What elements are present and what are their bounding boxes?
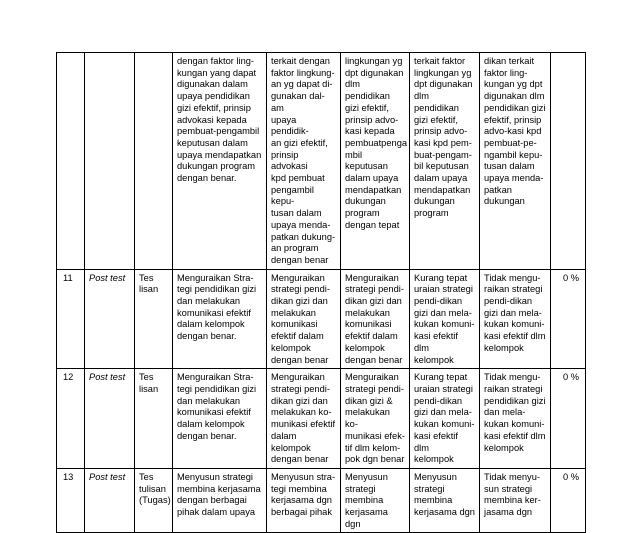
indicator-cell: Menyusun strategi membina kerjasama dengan berbagai pihak dalam upaya bbox=[173, 468, 267, 533]
table-row bbox=[57, 53, 586, 270]
test-method: Tes tulisan (Tugas) bbox=[135, 468, 173, 533]
criteria-cell-4: Tidak mengu- raikan strategi pendi-dikan gizi dan mela- kukan komuni- kasi efektif dlm kelompok bbox=[480, 269, 551, 369]
row-number: 13 bbox=[57, 468, 85, 533]
criteria-cell-2: Menyusun strategi membina kerjasama dgn bbox=[341, 468, 410, 533]
score-cell: 0 % bbox=[551, 369, 586, 469]
criteria-cell-3: Kurang tepat uraian strategi pendi-dikan gizi dan mela- kukan komuni- kasi efektif dlm kelompok bbox=[410, 369, 480, 469]
score-cell: 0 % bbox=[551, 468, 586, 533]
indicator-cell: Menguraikan Stra- tegi pendidikan gizi dan melakukan komunikasi efektif dalam kelompok dengan benar. bbox=[173, 369, 267, 469]
criteria-cell-4: dikan terkait faktor ling- kungan yg dpt digunakan dlm pendidikan gizi efektif, prinsip advo-kasi kpd pembuat-pe- ngambil kepu- tusan dalam upaya menda- patkan dukungan bbox=[480, 53, 551, 270]
table-row bbox=[57, 369, 586, 469]
row-number: 11 bbox=[57, 269, 85, 369]
test-method: Tes lisan bbox=[135, 269, 173, 369]
table-row bbox=[57, 269, 586, 369]
row-number bbox=[57, 53, 85, 270]
test-type: Post test bbox=[85, 369, 135, 469]
criteria-cell-1: Menguraikan strategi pendi- dikan gizi dan melakukan ko- munikasi efektif dalam kelompok dengan benar bbox=[267, 369, 341, 469]
criteria-cell-3: Menyusun strategi membina kerjasama dgn bbox=[410, 468, 480, 533]
criteria-cell-3: Kurang tepat uraian strategi pendi-dikan gizi dan mela- kukan komuni- kasi efektif dlm kelompok bbox=[410, 269, 480, 369]
criteria-cell-1: terkait dengan faktor lingkung- an yg dapat di- gunakan dal-am upaya pendidik- an gizi efektif, prinsip advokasi kpd pembuat pengambil kepu- tusan dalam upaya menda- patkan dukung- an program dengan benar bbox=[267, 53, 341, 270]
criteria-cell-2: Menguraikan strategi pendi- dikan gizi dan melakukan komunikasi efektif dalam kelompok dengan benar bbox=[341, 269, 410, 369]
criteria-cell-1: Menyusun stra- tegi membina kerjasama dgn berbagai pihak bbox=[267, 468, 341, 533]
test-method: Tes lisan bbox=[135, 369, 173, 469]
indicator-cell: Menguraikan Stra- tegi pendidikan gizi dan melakukan komunikasi efektif dalam kelompok dengan benar. bbox=[173, 269, 267, 369]
row-number: 12 bbox=[57, 369, 85, 469]
indicator-cell: dengan faktor ling- kungan yang dapat digunakan dalam upaya pendidikan gizi efektif, prinsip advokasi kepada pembuat-pengambil keputusan dalam upaya mendapatkan dukungan program dengan benar. bbox=[173, 53, 267, 270]
test-method bbox=[135, 53, 173, 270]
criteria-cell-1: Menguraikan strategi pendi- dikan gizi dan melakukan komunikasi efektif dalam kelompok dengan benar bbox=[267, 269, 341, 369]
table-row bbox=[57, 468, 586, 533]
test-type bbox=[85, 53, 135, 270]
criteria-cell-2: lingkungan yg dpt digunakan dlm pendidikan gizi efektif, prinsip advo- kasi kepada pembuatpenga mbil keputusan dalam upaya mendapatkan dukungan program dengan tepat bbox=[341, 53, 410, 270]
criteria-cell-4: Tidak menyu- sun strategi membina ker- jasama dgn bbox=[480, 468, 551, 533]
assessment-rubric-table bbox=[56, 52, 586, 533]
score-cell: 0 % bbox=[551, 269, 586, 369]
test-type: Post test bbox=[85, 269, 135, 369]
criteria-cell-4: Tidak mengu- raikan strategi pendidikan gizi dan mela- kukan komuni- kasi efektif dlm kelompok bbox=[480, 369, 551, 469]
score-cell bbox=[551, 53, 586, 270]
criteria-cell-3: terkait faktor lingkungan yg dpt digunakan dlm pendidikan gizi efektif, prinsip advo- kasi kpd pem- buat-pengam- bil keputusan dalam upaya mendapatkan dukungan program bbox=[410, 53, 480, 270]
test-type: Post test bbox=[85, 468, 135, 533]
criteria-cell-2: Menguraikan strategi pendi- dikan gizi & melakukan ko- munikasi efek- tif dlm kelom- pok dgn benar bbox=[341, 369, 410, 469]
